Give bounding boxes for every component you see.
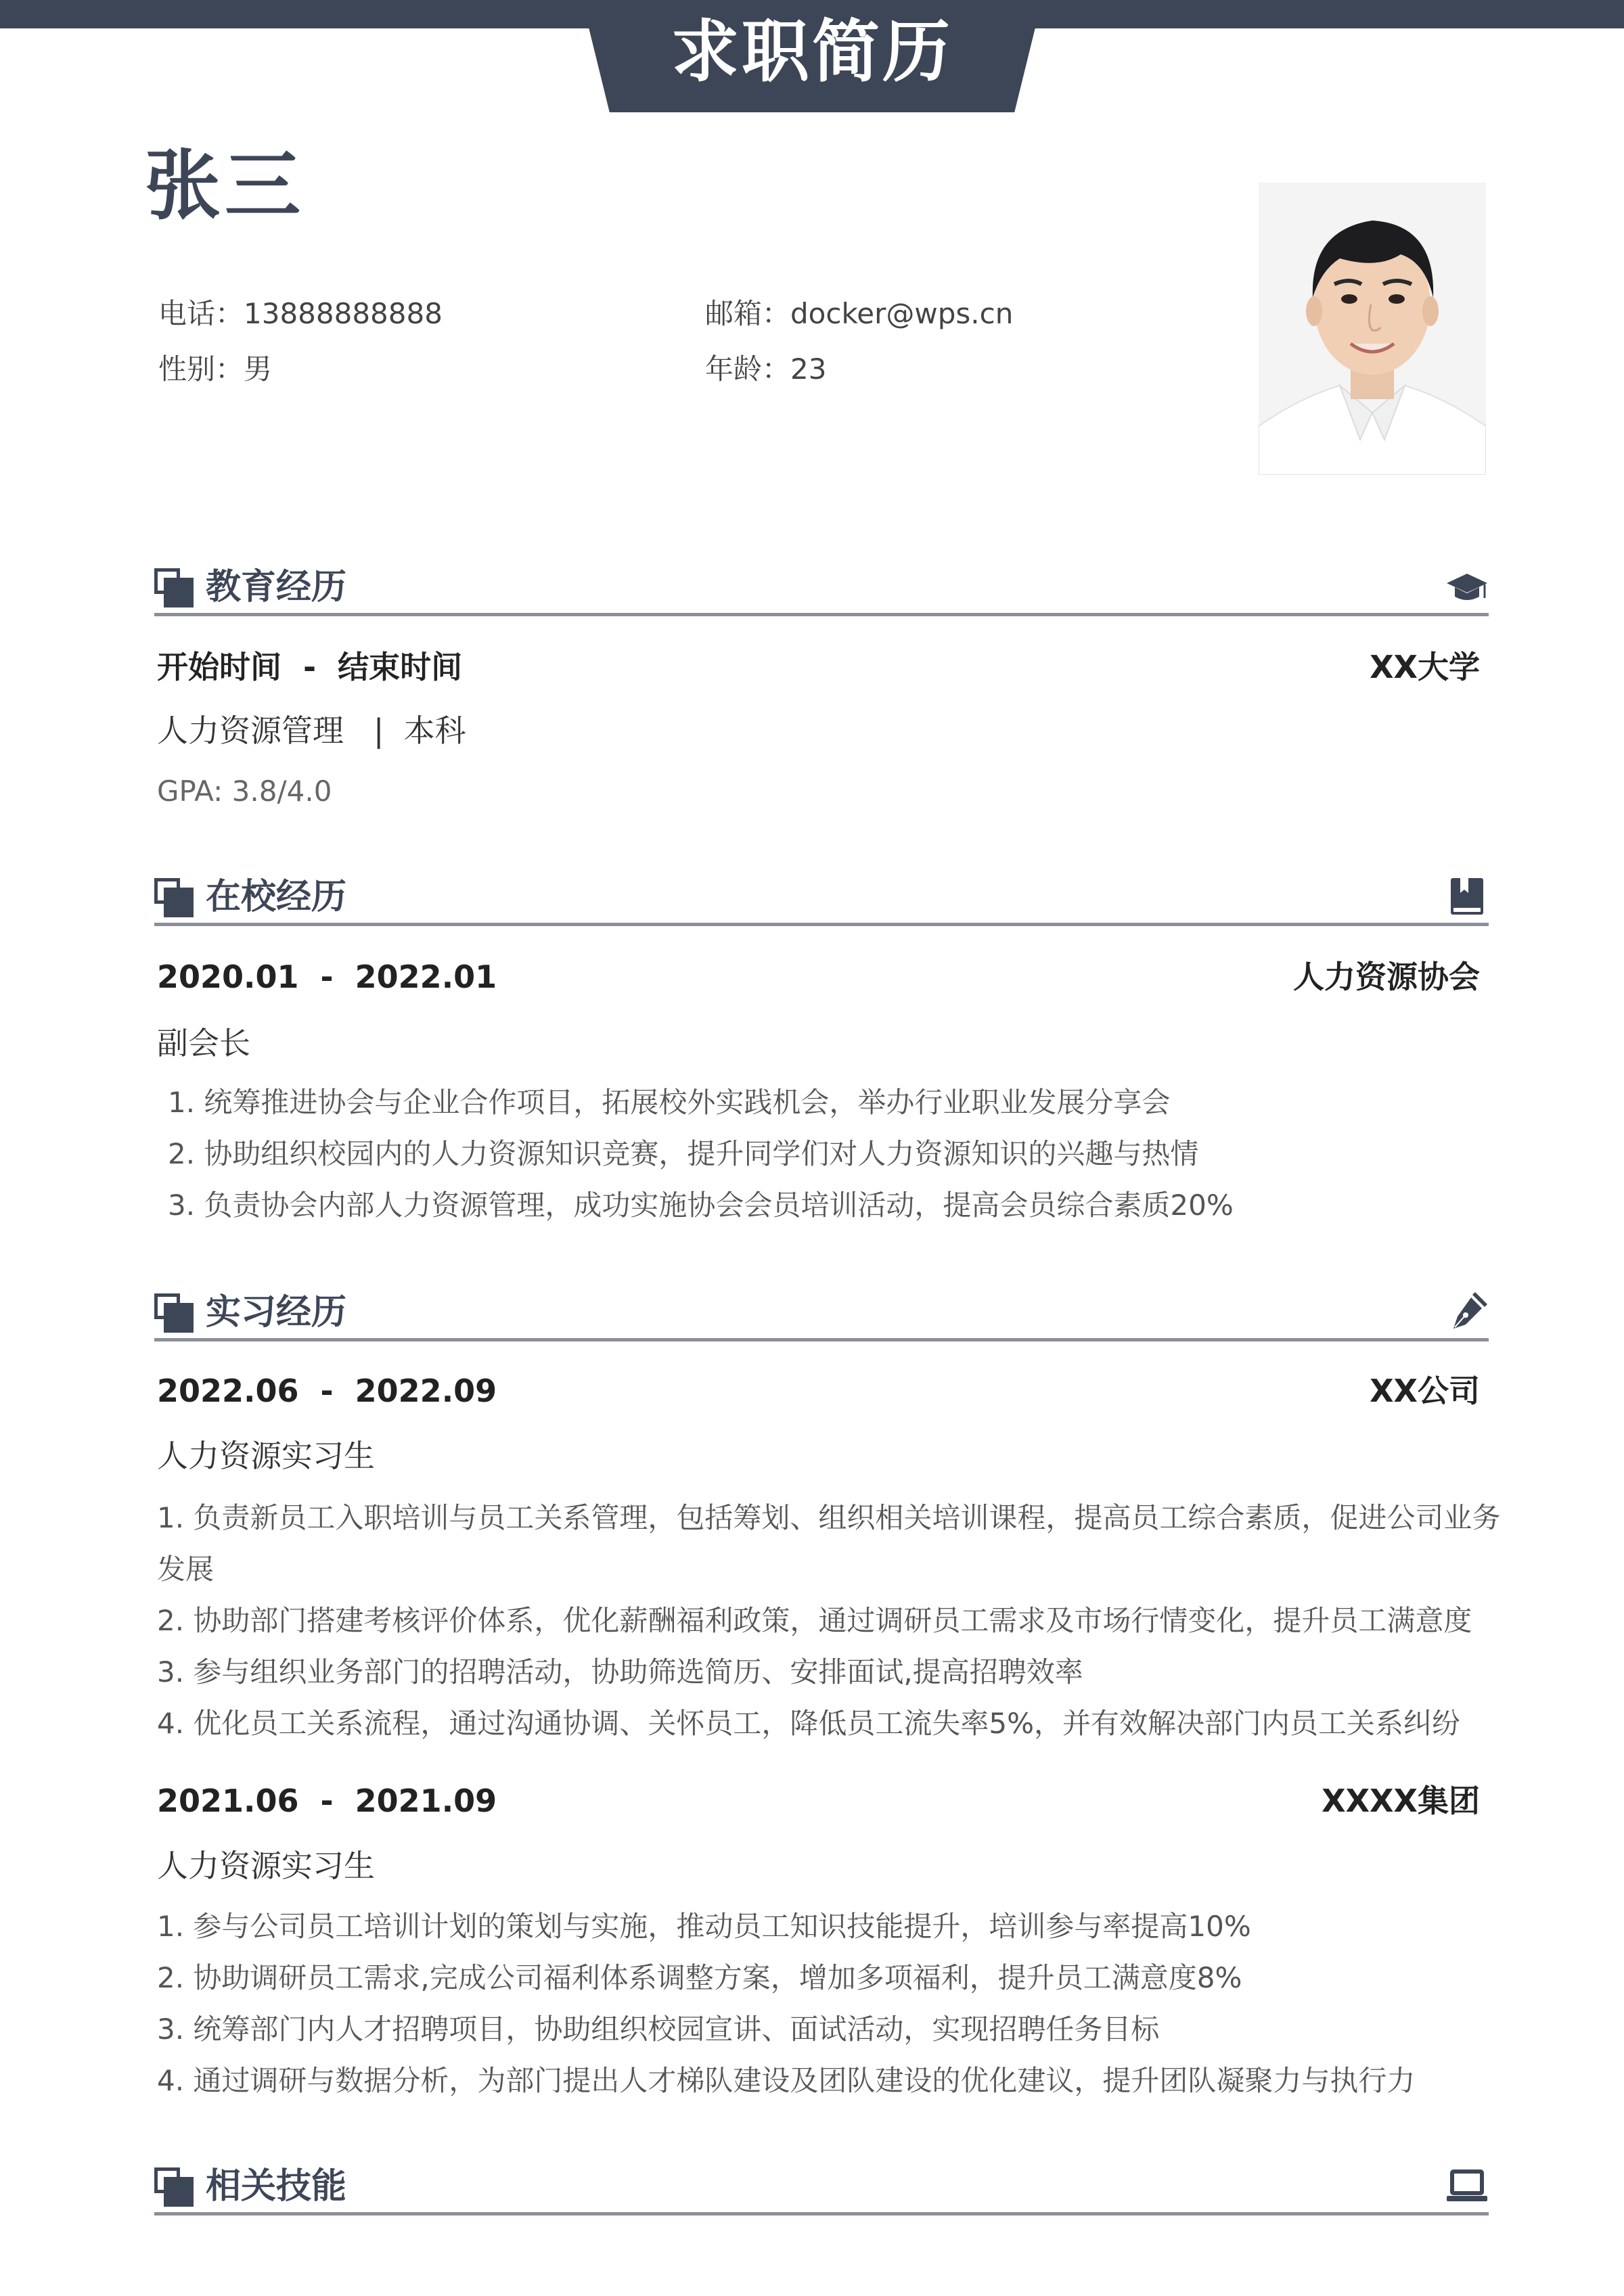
list-item: 4. 通过调研与数据分析，为部门提出人才梯队建设及团队建设的优化建议，提升团队凝聚力与执行力	[157, 2064, 1416, 2097]
section-marker-icon	[154, 568, 195, 609]
education-row-header	[157, 647, 1480, 687]
education-gpa: GPA: 3.8/4.0	[157, 775, 332, 808]
section-divider	[154, 2212, 1489, 2215]
job-row-header	[157, 1371, 1480, 1411]
list-item: 2. 协助调研员工需求,完成公司福利体系调整方案，增加多项福利，提升员工满意度8%	[157, 1961, 1242, 1994]
email-info: 邮箱：docker@wps.cn	[705, 297, 1014, 330]
education-title: 教育经历	[206, 567, 347, 607]
section-marker-icon	[154, 2167, 195, 2208]
laptop-icon	[1445, 2165, 1489, 2208]
skills-section-header	[154, 2162, 1489, 2216]
job-duty-list	[157, 1492, 1500, 1749]
list-item: 发展	[157, 1553, 215, 1586]
company-name: XXXX集团	[1322, 1783, 1480, 1819]
job-period: 2022.06 - 2022.09	[157, 1373, 497, 1409]
pen-icon	[1445, 1291, 1489, 1334]
campus-section-header	[154, 873, 1489, 927]
campus-row-header	[157, 957, 1480, 997]
job-role: 人力资源实习生	[157, 1438, 375, 1474]
age-info: 年龄：23	[705, 352, 827, 386]
resume-title: 求职简历	[671, 12, 953, 91]
profile-photo	[1259, 183, 1486, 475]
school-name: XX大学	[1370, 649, 1480, 685]
campus-role: 副会长	[157, 1025, 250, 1061]
list-item: 1. 统筹推进协会与企业合作项目，拓展校外实践机会，举办行业职业发展分享会	[168, 1086, 1171, 1119]
phone-info: 电话：13888888888	[158, 297, 443, 330]
campus-period: 2020.01 - 2022.01	[157, 959, 497, 995]
education-period: 开始时间 - 结束时间	[157, 649, 463, 685]
internship-title: 实习经历	[206, 1292, 347, 1333]
campus-org: 人力资源协会	[1293, 959, 1480, 995]
internship-section-header	[154, 1288, 1489, 1342]
section-marker-icon	[154, 1293, 195, 1334]
job-row-header	[157, 1781, 1480, 1821]
candidate-name: 张三	[145, 142, 304, 230]
job-role: 人力资源实习生	[157, 1847, 375, 1884]
list-item: 1. 负责新员工入职培训与员工关系管理，包括筹划、组织相关培训课程，提高员工综合素质，促进公司业务	[157, 1501, 1501, 1534]
campus-title: 在校经历	[206, 877, 347, 917]
skills-title: 相关技能	[206, 2166, 347, 2207]
job-duty-list	[157, 1901, 1415, 2107]
section-marker-icon	[154, 878, 195, 919]
company-name: XX公司	[1370, 1373, 1480, 1409]
section-divider	[154, 923, 1489, 926]
list-item: 3. 参与组织业务部门的招聘活动，协助筛选简历、安排面试,提高招聘效率	[157, 1655, 1083, 1689]
gender-info: 性别：男	[158, 352, 273, 386]
list-item: 4. 优化员工关系流程，通过沟通协调、关怀员工，降低员工流失率5%，并有效解决部门内员工关系纠纷	[157, 1707, 1461, 1740]
campus-duty-list	[168, 1077, 1234, 1231]
list-item: 1. 参与公司员工培训计划的策划与实施，推动员工知识技能提升，培训参与率提高10%	[157, 1910, 1251, 1943]
list-item: 3. 统筹部门内人才招聘项目，协助组织校园宣讲、面试活动，实现招聘任务目标	[157, 2013, 1160, 2046]
section-divider	[154, 613, 1489, 616]
section-divider	[154, 1338, 1489, 1341]
graduation-cap-icon	[1445, 566, 1489, 609]
list-item: 3. 负责协会内部人力资源管理，成功实施协会会员培训活动，提高会员综合素质20%	[168, 1189, 1234, 1222]
list-item: 2. 协助部门搭建考核评价体系，优化薪酬福利政策，通过调研员工需求及市场行情变化，提升员工满意度	[157, 1604, 1472, 1637]
job-period: 2021.06 - 2021.09	[157, 1783, 497, 1819]
education-section-header	[154, 563, 1489, 617]
list-item: 2. 协助组织校园内的人力资源知识竞赛，提升同学们对人力资源知识的兴趣与热情	[168, 1137, 1199, 1170]
book-icon	[1445, 875, 1489, 919]
education-major: 人力资源管理 | 本科	[157, 712, 466, 749]
